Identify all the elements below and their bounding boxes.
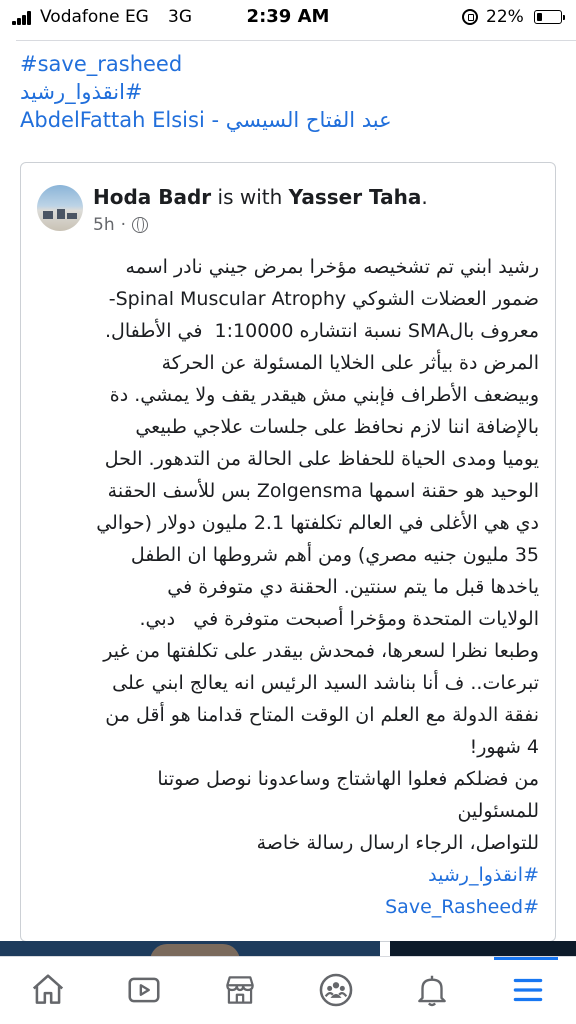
hashtag-link[interactable]: #Save_Rasheed <box>385 896 539 918</box>
hashtag-link[interactable]: #save_rasheed <box>20 52 183 76</box>
post-line: معروف بالSMA نسبة انتشاره 1:10000 في الأطفال. <box>105 320 539 342</box>
shared-post-card[interactable] <box>20 162 556 942</box>
marketplace-tab[interactable] <box>210 967 270 1013</box>
post-line: 4 شهور! <box>469 736 539 758</box>
watch-tab[interactable] <box>114 967 174 1013</box>
post-line: للمسئولين <box>457 800 539 822</box>
with-text: is with <box>217 185 283 209</box>
groups-tab[interactable] <box>306 967 366 1013</box>
avatar[interactable] <box>37 185 83 231</box>
notifications-tab[interactable] <box>402 967 462 1013</box>
post-meta: 5h · <box>93 215 148 235</box>
post-line: نفقة الدولة مع العلم ان الوقت المتاح قدامنا هو أقل من <box>105 704 539 726</box>
post-line: ضمور العضلات الشوكي Spinal Muscular Atrophy- <box>108 288 539 310</box>
post-text <box>39 251 539 923</box>
post-line: يوميا ومدى الحياة للحفاظ على الحالة من التدهور. الحل <box>104 448 539 470</box>
notifications-icon <box>413 971 451 1009</box>
page-mention-link[interactable]: AbdelFattah Elsisi - عبد الفتاح السيسي <box>20 108 392 132</box>
battery-icon <box>534 10 562 24</box>
network-type: 3G <box>168 7 192 27</box>
globe-icon <box>132 217 148 233</box>
post-line: للتواصل، الرجاء ارسال رسالة خاصة <box>256 832 539 854</box>
home-tab[interactable] <box>18 967 78 1013</box>
rotation-lock-icon <box>462 9 478 25</box>
post-line: رشيد ابني تم تشخيصه مؤخرا بمرض جيني نادر اسمه <box>125 256 539 278</box>
post-line: بالإضافة اننا لازم نحافظ على جلسات علاجي طبيعي <box>135 416 539 438</box>
post-line: ياخدها قبل ما يتم سنتين. الحقنة دي متوفرة في <box>167 576 539 598</box>
tagged-user[interactable]: Yasser Taha <box>288 185 422 209</box>
post-line: المرض دة بيأثر على الخلايا المسئولة عن الحركة <box>161 352 539 374</box>
menu-icon <box>509 971 547 1009</box>
divider <box>16 40 576 41</box>
battery-percent: 22% <box>486 7 524 27</box>
status-time: 2:39 AM <box>246 6 330 27</box>
post-line: 35 مليون جنيه مصري) ومن أهم شروطها ان الطفل <box>130 544 539 566</box>
post-time[interactable]: 5h <box>93 215 115 235</box>
hashtag-link[interactable]: #انقذوا_رشيد <box>428 864 539 886</box>
active-tab-indicator <box>494 957 558 960</box>
home-icon <box>29 971 67 1009</box>
post-line: الولايات المتحدة ومؤخرا أصبحت متوفرة في دبي. <box>139 608 539 630</box>
parent-post-tags <box>20 50 560 134</box>
post-line: تبرعات.. ف أنا بناشد السيد الرئيس انه يعالج ابني على <box>112 672 539 694</box>
carrier-name: Vodafone EG <box>40 7 149 27</box>
watch-icon <box>125 971 163 1009</box>
bottom-nav-bar <box>0 956 576 1024</box>
post-header: Hoda Badr is with Yasser Taha. <box>93 185 428 209</box>
post-line: دي هي الأغلى في العالم تكلفتها 2.1 مليون دولار (حوالي <box>96 512 539 534</box>
post-line: الوحيد هو حقنة اسمها Zolgensma بس للأسف الحقنة <box>107 480 539 502</box>
post-line: وبيضعف الأطراف فإبني مش هيقدر يقف ولا يمشي. دة <box>109 384 539 406</box>
hashtag-link[interactable]: #انقذوا_رشيد <box>20 80 143 104</box>
marketplace-icon <box>221 971 259 1009</box>
author-name[interactable]: Hoda Badr <box>93 185 212 209</box>
status-bar <box>0 0 576 34</box>
menu-tab[interactable] <box>498 967 558 1013</box>
post-line: وطبعا نظرا لسعرها، فمحدش بيقدر على تكلفتها من غير <box>103 640 539 662</box>
groups-icon <box>317 971 355 1009</box>
post-line: من فضلكم فعلوا الهاشتاج وساعدونا نوصل صوتنا <box>157 768 539 790</box>
